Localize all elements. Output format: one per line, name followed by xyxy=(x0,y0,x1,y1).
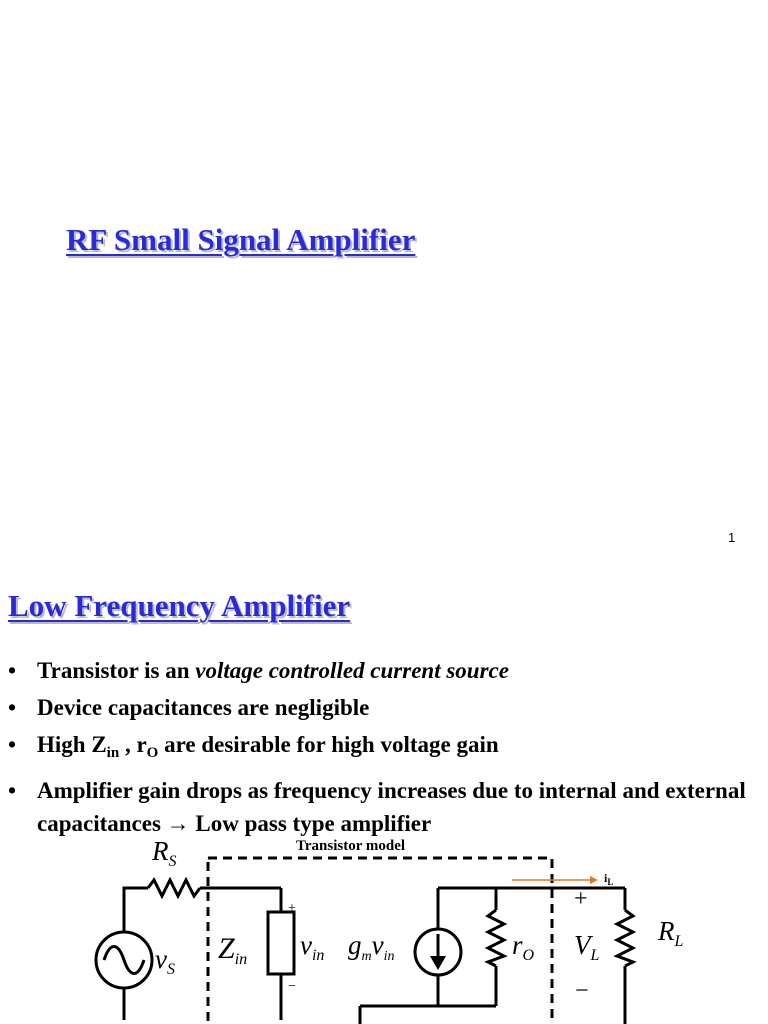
bullet-item: • Transistor is an voltage controlled current source xyxy=(8,654,763,687)
slide-title: Low Frequency Amplifier xyxy=(8,588,351,623)
bullet-list xyxy=(8,654,763,844)
zin-label: $Z_{in}$ xyxy=(218,932,248,968)
bullet-item: • High $Z_{in}$ , $r_O$ are desirable for high voltage gain xyxy=(8,728,763,770)
vl-minus-sign: − xyxy=(575,978,589,1004)
rl-label: $R_L$ xyxy=(658,916,684,950)
vin-plus-sign: + xyxy=(288,901,296,916)
output-resistor xyxy=(488,910,504,966)
vs-label: $v_S$ xyxy=(155,944,175,978)
transistor-model-label: Transistor model xyxy=(296,838,406,854)
load-resistor xyxy=(617,910,633,966)
vin-minus-sign: − xyxy=(288,979,296,994)
il-label: $i_L$ xyxy=(604,871,614,887)
rs-label: $R_S$ xyxy=(152,836,177,870)
amplifier-circuit-diagram xyxy=(0,830,768,1024)
vl-label: $V_L$ xyxy=(574,930,600,964)
vin-label: $v_{in}$ xyxy=(300,930,325,964)
bullet-dot-icon: • xyxy=(8,695,17,720)
bullet-dot-icon: • xyxy=(8,658,17,683)
slide-title: RF Small Signal Amplifier xyxy=(66,222,416,257)
bullet-dot-icon: • xyxy=(8,778,17,803)
ac-source-icon xyxy=(96,932,152,988)
source-resistor xyxy=(148,880,200,896)
slide-2 xyxy=(0,560,768,1024)
bullet-item: • Device capacitances are negligible xyxy=(8,691,763,724)
ro-label: $r_O$ xyxy=(512,930,535,964)
zin-impedance xyxy=(268,912,294,974)
current-source-icon xyxy=(415,929,461,975)
bullet-dot-icon: • xyxy=(8,732,17,757)
il-arrow-icon xyxy=(512,876,598,884)
bullet-item: • Amplifier gain drops as frequency increases due to internal and external capacitances → Low pass type amplifier xyxy=(8,774,763,840)
gm-vin-label: $g_mv_{in}$ xyxy=(348,930,395,964)
vl-plus-sign: + xyxy=(574,886,588,912)
page-number: 1 xyxy=(728,530,736,545)
